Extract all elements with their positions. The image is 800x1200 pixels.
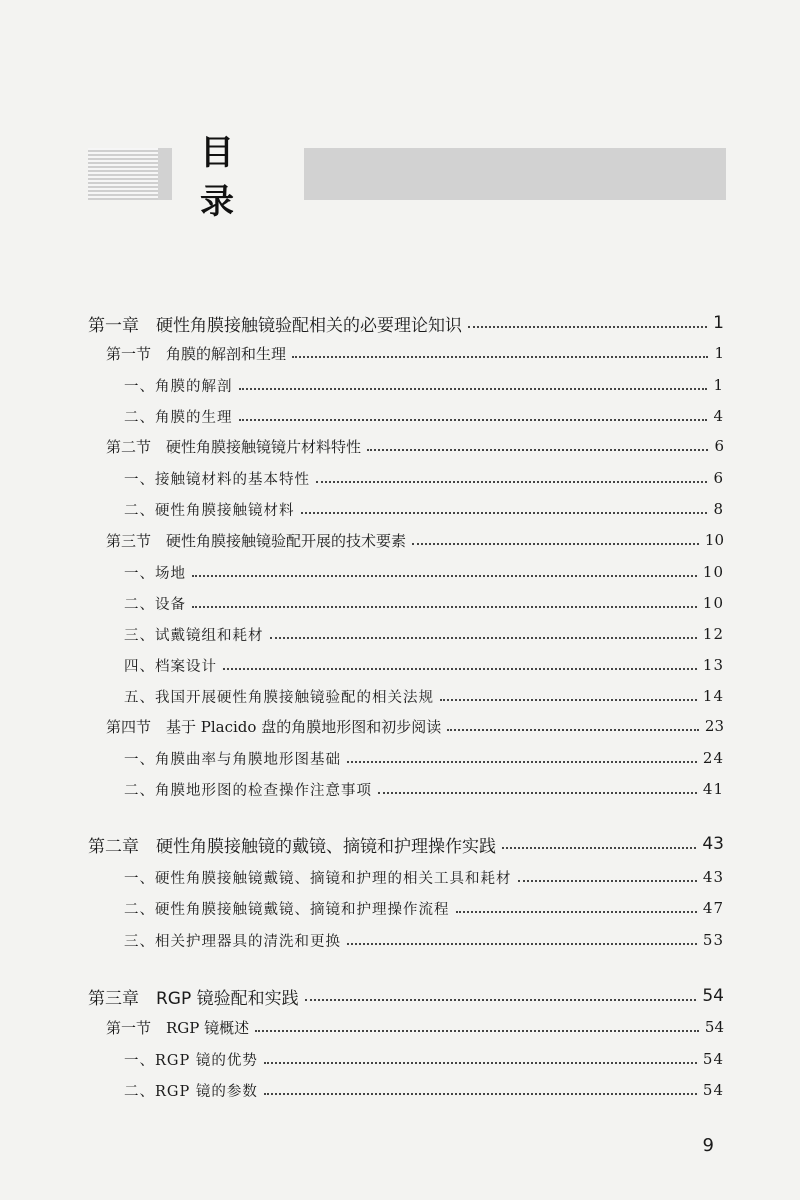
toc-entry xyxy=(106,1014,724,1040)
toc-entry-label: 第二章 硬性角膜接触镜的戴镜、摘镜和护理操作实践 xyxy=(88,836,496,857)
toc-entry-page: 13 xyxy=(702,656,724,674)
toc-entry-label: 二、角膜地形图的检查操作注意事项 xyxy=(124,782,372,799)
toc-entry xyxy=(106,433,724,459)
toc-entry-label: 第一节 RGP 镜概述 xyxy=(106,1018,250,1037)
toc-entry-page: 1 xyxy=(714,344,724,362)
toc-entry-label: 第一章 硬性角膜接触镜验配相关的必要理论知识 xyxy=(88,315,462,336)
toc-entry-label: 二、RGP 镜的参数 xyxy=(124,1083,258,1100)
toc-entry-page: 6 xyxy=(714,437,724,455)
toc-entry-page: 43 xyxy=(702,834,724,854)
toc-entry xyxy=(124,652,724,678)
toc-entry xyxy=(124,864,724,890)
toc-entry-page: 43 xyxy=(702,868,724,886)
toc-leader-dots xyxy=(447,729,699,731)
toc-leader-dots xyxy=(239,419,708,421)
page-number: 9 xyxy=(702,1135,714,1156)
toc-entry-label: 第二节 硬性角膜接触镜镜片材料特性 xyxy=(106,437,362,456)
toc-entry xyxy=(124,590,724,616)
toc-entry-page: 24 xyxy=(702,749,724,767)
toc-leader-dots xyxy=(378,792,697,794)
toc-entry-label: 第三节 硬性角膜接触镜验配开展的技术要素 xyxy=(106,531,407,550)
toc-leader-dots xyxy=(301,512,708,514)
toc-leader-dots xyxy=(347,761,697,763)
toc-entry-label: 三、相关护理器具的清洗和更换 xyxy=(124,933,341,950)
toc-entry-label: 一、硬性角膜接触镜戴镜、摘镜和护理的相关工具和耗材 xyxy=(124,870,512,887)
toc-leader-dots xyxy=(367,449,708,451)
toc-entry xyxy=(106,340,724,366)
toc-entry-page: 1 xyxy=(713,313,724,333)
toc-leader-dots xyxy=(192,606,697,608)
toc-leader-dots xyxy=(440,699,697,701)
toc-entry xyxy=(106,527,724,553)
toc-entry-page: 4 xyxy=(713,407,724,425)
toc-leader-dots xyxy=(264,1093,697,1095)
toc-entry xyxy=(88,310,724,336)
toc-entry xyxy=(124,403,724,429)
toc-entry-page: 54 xyxy=(702,986,724,1006)
toc-entry-label: 二、硬性角膜接触镜戴镜、摘镜和护理操作流程 xyxy=(124,901,450,918)
toc-entry xyxy=(124,465,724,491)
toc-entry xyxy=(124,745,724,771)
toc-entry-page: 53 xyxy=(702,931,724,949)
toc-leader-dots xyxy=(255,1030,699,1032)
toc-entry-label: 第四节 基于 Placido 盘的角膜地形图和初步阅读 xyxy=(106,717,442,736)
toc-entry-label: 一、场地 xyxy=(124,565,186,582)
toc-entry-label: 二、设备 xyxy=(124,596,186,613)
toc-entry xyxy=(124,372,724,398)
toc-leader-dots xyxy=(292,356,708,358)
toc-entry-label: 二、硬性角膜接触镜材料 xyxy=(124,502,295,519)
toc-entry xyxy=(124,621,724,647)
toc-entry-page: 54 xyxy=(702,1050,724,1068)
toc-entry-label: 五、我国开展硬性角膜接触镜验配的相关法规 xyxy=(124,689,434,706)
toc-entry xyxy=(88,831,724,857)
toc-leader-dots xyxy=(502,847,696,849)
toc-entry xyxy=(88,983,724,1009)
toc-entry-page: 41 xyxy=(702,780,724,798)
toc-entry-page: 54 xyxy=(702,1081,724,1099)
toc-leader-dots xyxy=(223,668,697,670)
toc-entry-label: 三、试戴镜组和耗材 xyxy=(124,627,264,644)
toc-leader-dots xyxy=(347,943,697,945)
toc-entry-page: 10 xyxy=(702,594,724,612)
toc-entry-page: 14 xyxy=(702,687,724,705)
toc-entry-page: 12 xyxy=(702,625,724,643)
toc-entry xyxy=(124,559,724,585)
toc-leader-dots xyxy=(412,543,699,545)
toc-entry-page: 10 xyxy=(704,531,724,549)
toc-entry-label: 四、档案设计 xyxy=(124,658,217,675)
toc-entry-page: 47 xyxy=(702,899,724,917)
toc-leader-dots xyxy=(456,911,697,913)
toc-leader-dots xyxy=(305,999,697,1001)
toc-entry-label: 一、接触镜材料的基本特性 xyxy=(124,471,310,488)
page-title: 目 录 xyxy=(200,133,262,222)
toc-entry xyxy=(124,1046,724,1072)
toc-entry xyxy=(106,713,724,739)
toc-entry-page: 1 xyxy=(713,376,724,394)
toc-leader-dots xyxy=(468,326,707,328)
toc-entry xyxy=(124,776,724,802)
toc-entry xyxy=(124,683,724,709)
toc-entry-label: 一、RGP 镜的优势 xyxy=(124,1052,258,1069)
toc-entry xyxy=(124,496,724,522)
toc-entry xyxy=(124,927,724,953)
toc-entry-page: 23 xyxy=(704,717,724,735)
toc-entry-label: 二、角膜的生理 xyxy=(124,409,233,426)
toc-entry-label: 一、角膜的解剖 xyxy=(124,378,233,395)
toc-leader-dots xyxy=(316,481,707,483)
toc-entry-label: 一、角膜曲率与角膜地形图基础 xyxy=(124,751,341,768)
toc-entry-page: 8 xyxy=(713,500,724,518)
toc-entry-label: 第三章 RGP 镜验配和实践 xyxy=(88,988,299,1009)
toc-entry xyxy=(124,895,724,921)
toc-leader-dots xyxy=(192,575,697,577)
toc-leader-dots xyxy=(270,637,697,639)
toc-entry-page: 10 xyxy=(702,563,724,581)
toc-leader-dots xyxy=(518,880,697,882)
toc-entry xyxy=(124,1077,724,1103)
toc-entry-page: 54 xyxy=(704,1018,724,1036)
toc-entry-label: 第一节 角膜的解剖和生理 xyxy=(106,344,287,363)
toc-leader-dots xyxy=(264,1062,697,1064)
toc-entry-page: 6 xyxy=(713,469,724,487)
toc-leader-dots xyxy=(239,388,708,390)
